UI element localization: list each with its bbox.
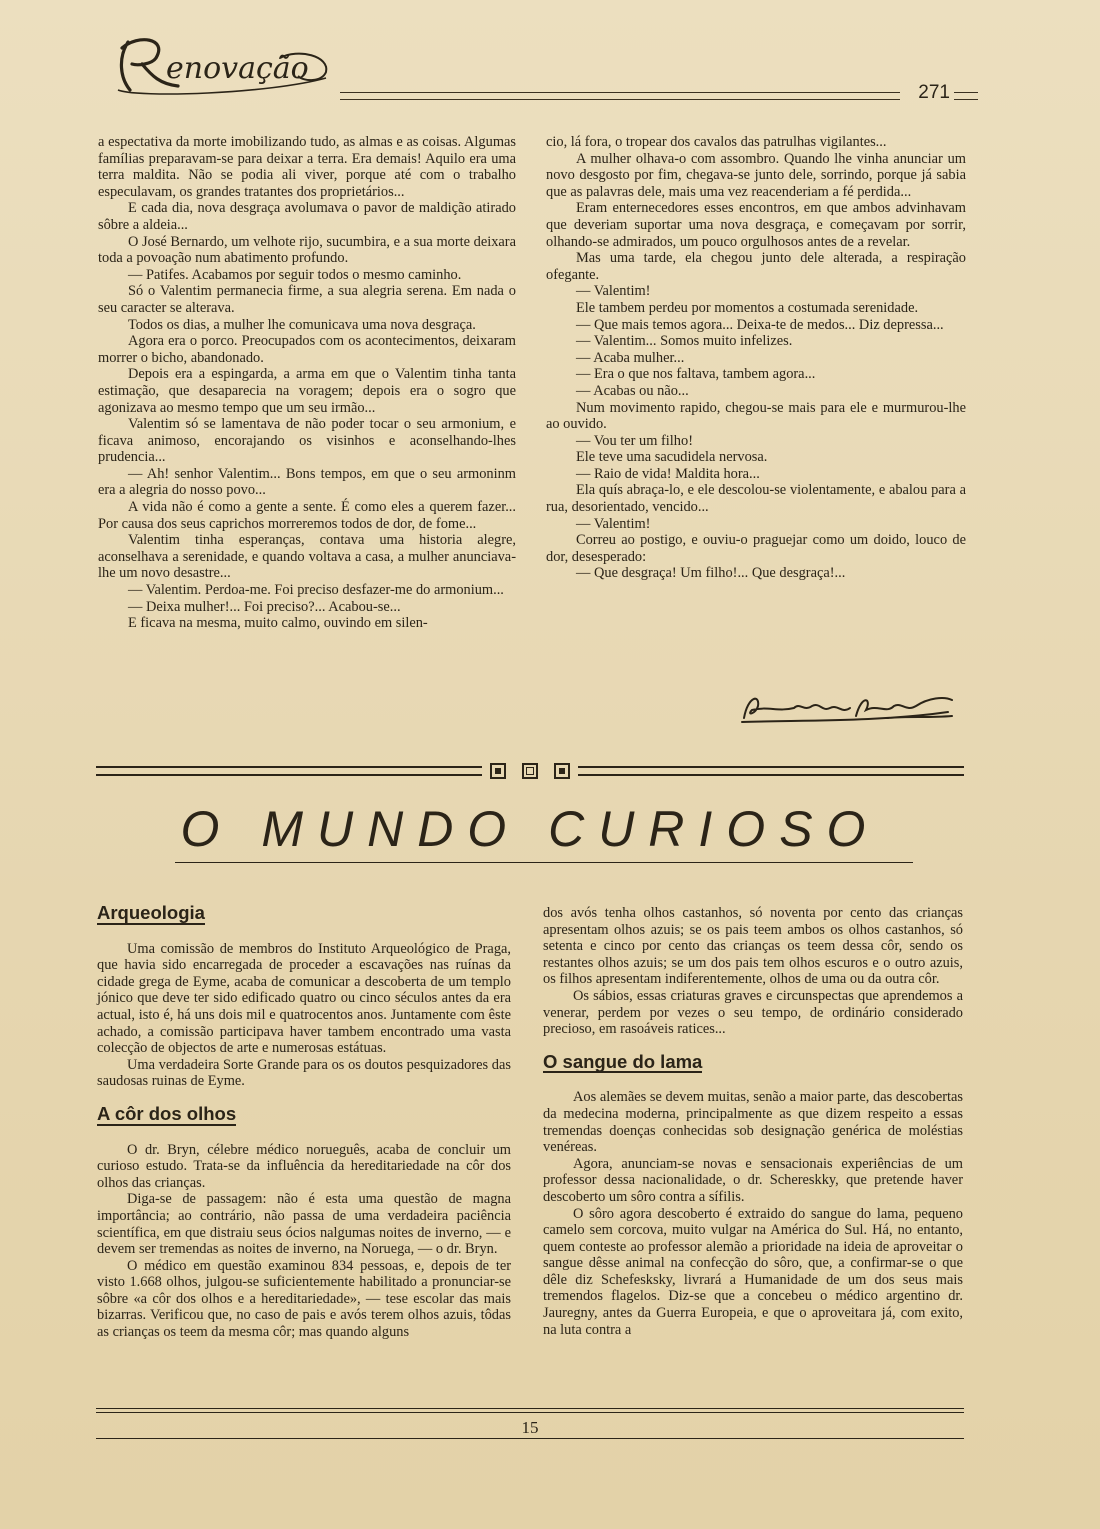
- paragraph: — Valentim... Somos muito infelizes.: [576, 333, 793, 350]
- article-heading: Arqueologia: [97, 902, 205, 923]
- paragraph: Todos os dias, a mulher lhe comunicava uma nova desgraça.: [128, 316, 476, 333]
- paragraph: Mas uma tarde, ela chegou junto dele alterada, a respiração ofegante.: [546, 250, 966, 283]
- paragraph: Ele teve uma sacudidela nervosa.: [576, 449, 768, 466]
- paragraph: Uma comissão de membros do Instituto Arqueológico de Praga, que havia sido encarregada de proceder a escavações nas ruínas da cidade grega de Eyme, acaba de comunicar a descoberta de um templo jónico que deve ter sido edificado quatro ou cinco séculos antes da era actual, isto é, há uns dois mil e quatrocentos anos. Juntamente com êste achado, a comissão participava haver tambem encontrado uma vasta colecção de objectos de arte e numerosas estátuas.: [97, 940, 511, 1057]
- paragraph: O dr. Bryn, célebre médico norueguês, acaba de concluir um curioso estudo. Trata-se da influência da hereditariedade na côr dos olhos das crianças.: [97, 1141, 511, 1191]
- paragraph: — Valentim. Perdoa-me. Foi preciso desfazer-me do armonium...: [128, 582, 504, 599]
- paragraph: E cada dia, nova desgraça avolumava o pavor de maldição atirado sôbre a aldeia...: [98, 200, 516, 233]
- paragraph: Valentim só se lamentava de não poder tocar o seu armonium, e ficava animoso, encorajando os visinhos e aconselhando-lhes prudencia...: [98, 416, 516, 466]
- masthead: [108, 28, 978, 103]
- folio-number: 15: [521, 1418, 539, 1437]
- paragraph: Num movimento rapido, chegou-se mais para ele e murmurou-lhe ao ouvido.: [546, 399, 966, 433]
- section-title: O MUNDO CURIOSO: [180, 801, 880, 857]
- paragraph: O sôro agora descoberto é extraido do sangue do lama, pequeno camelo sem corcova, muito vulgar na América do Sul. Há, no entanto, quem conteste ao professor alemão a prioridade na ideia de aproveitar o sangue dêsse animal na confecção do sôro, que, a confirmar-se o que dêle diz Schefesksky, livrará a Humanidade de um dos seus mais tremendos flagelos. Diz-se que a concebeu o médico argentino dr. Jauregny, antes da Guerra Europeia, e que o aproveitara já, com exito, na luta contra a: [543, 1205, 963, 1338]
- paragraph: Depois era a espingarda, a arma em que o Valentim tinha tanta estimação, que desaparecia na voragem; depois era o sogro que agonizava ao mesmo tempo que um seu irmão...: [98, 366, 516, 416]
- paragraph: cio, lá fora, o tropear dos cavalos das patrulhas vigilantes...: [546, 134, 887, 150]
- paragraph: — Valentim!: [576, 515, 651, 532]
- header-rule-tail: [954, 92, 978, 100]
- story-column-right: [546, 134, 966, 582]
- paragraph: — Que desgraça! Um filho!... Que desgraça!...: [576, 565, 846, 582]
- curiosities-column-right: [543, 905, 963, 1338]
- paragraph: — Acabas ou não...: [576, 382, 689, 399]
- paragraph: Ela quís abraça-lo, e ele descolou-se violentamente, e abalou para a rua, desorientado, vencido...: [546, 482, 966, 516]
- paragraph: dos avós tenha olhos castanhos, só noventa por cento das crianças apresentam olhos azuis; se os pais teem ambos os olhos castanhos, só setenta e cinco por cento das crianças os teem dessa côr, sendo os restantes olhos azuis; se um dos pais tem olhos escuros e o outro azuis, os filhos apresentam indiferentemente, olhos de uma ou da outra côr.: [543, 905, 963, 988]
- paragraph: — Acaba mulher...: [576, 349, 685, 366]
- paragraph: Uma verdadeira Sorte Grande para os os doutos pesquizadores das saudosas ruinas de Eyme.: [97, 1056, 511, 1090]
- paragraph: Agora, anunciam-se novas e sensacionais experiências de um professor dessa nacionalidade, o dr. Schereskky, que pretende haver descoberto um sôro contra a sífilis.: [543, 1155, 963, 1205]
- footer-rule: [96, 1412, 964, 1413]
- article-heading: A côr dos olhos: [97, 1102, 237, 1124]
- paragraph: Agora era o porco. Preocupados com os acontecimentos, deixaram morrer o bicho, abandonado.: [98, 333, 516, 366]
- header-rule: [340, 92, 900, 100]
- paragraph: — Raio de vida! Maldita hora...: [576, 465, 760, 482]
- footer-rule: [96, 1408, 964, 1409]
- paragraph: — Que mais temos agora... Deixa-te de medos... Diz depressa...: [576, 316, 944, 333]
- ornament-square-icon: [490, 763, 506, 779]
- divider-rule-left: [96, 766, 482, 776]
- paragraph: O José Bernardo, um velhote rijo, sucumbira, e a sua morte deixara toda a povoação num abatimento profundo.: [98, 233, 516, 267]
- paragraph: Diga-se de passagem: não é esta uma questão de magna importância; ao contrário, não passa de uma verdadeira paciência scientífica, em que distraiu seus ócios nalgumas noites de inverno, — e devem ser tremendas as noites de inverno, na Noruega, — o dr. Bryn.: [97, 1191, 511, 1258]
- svg-text:enovação: enovação: [166, 51, 309, 86]
- renovacao-logo: [108, 28, 338, 98]
- paragraph: A mulher olhava-o com assombro. Quando lhe vinha anunciar um novo desgosto por fim, chegava-se junto dele, sorrindo, porque já sabia que as palavras dele, mais uma vez reacenderiam a fé perdida...: [546, 150, 966, 200]
- paragraph: — Era o que nos faltava, tambem agora...: [576, 366, 816, 383]
- paragraph: — Ah! senhor Valentim... Bons tempos, em que o seu armoninm era a alegria do nosso povo...: [98, 465, 516, 499]
- paragraph: A vida não é como a gente a sente. É como eles a querem fazer... Por causa dos seus caprichos morreremos todos de dor, de fome...: [98, 499, 516, 532]
- paragraph: Os sábios, essas criaturas graves e circunspectas que aprendemos a venerar, perdem por vezes o seu tempo, de ordinário considerado precioso, em rasoáveis ratices...: [543, 987, 963, 1038]
- paragraph: — Patifes. Acabamos por seguir todos o mesmo caminho.: [128, 266, 462, 283]
- ornament-square-icon: [522, 763, 538, 779]
- paragraph: Valentim tinha esperanças, contava uma historia alegre, aconselhava a serenidade, e quando voltava a casa, a mulher anunciava-lhe um novo desastre...: [98, 532, 516, 582]
- paragraph: Ele tambem perdeu por momentos a costumada serenidade.: [576, 299, 919, 316]
- ornament-square-icon: [554, 763, 570, 779]
- curiosities-column-left: [97, 902, 511, 1341]
- title-rule: [175, 862, 913, 863]
- paragraph: a espectativa da morte imobilizando tudo, as almas e as coisas. Algumas famílias preparavam-se para deixar a terra. Era demais! Aquilo era uma terra maldita. Não se podia ali viver, porque até com o trabalho especulavam, os grandes tratantes dos proprietários...: [98, 134, 516, 200]
- paragraph: Correu ao postigo, e ouviu-o praguejar como um doido, louco de dor, desesperado:: [546, 532, 966, 565]
- paragraph: E ficava na mesma, muito calmo, ouvindo em silen-: [128, 615, 428, 632]
- story-column-left: [98, 134, 516, 632]
- paragraph: Eram enternecedores esses encontros, em que ambos advinhavam que deveriam suportar uma nova desgraça, e começavam por sorrir, olhando-se admirados, um pouco orgulhosos antes de a revelar.: [546, 200, 966, 250]
- section-divider: [96, 763, 964, 779]
- page-number: 271: [918, 82, 950, 103]
- divider-rule-right: [578, 766, 964, 776]
- paragraph: O médico em questão examinou 834 pessoas, e, depois de ter visto 1.668 olhos, julgou-se suficientemente habilitado a pronunciar-se sôbre «a côr dos olhos e a hereditariedade», — tese escolar das mais bizarras. Verificou que, no caso de pais e avós terem olhos azuis, tôdas as crianças os teem da mesma côr; mas quando alguns: [97, 1257, 511, 1341]
- article-heading: O sangue do lama: [543, 1050, 703, 1072]
- footer-rule: [96, 1438, 964, 1439]
- paragraph: Só o Valentim permanecia firme, a sua alegria serena. Em nada o seu caracter se alterava.: [98, 283, 516, 316]
- paragraph: Aos alemães se devem muitas, senão a maior parte, das descobertas da medecina moderna, principalmente as que dizem respeito a essas tremendas doenças conhecidas sob designação genérica de moléstias venéreas.: [543, 1089, 963, 1156]
- paragraph: — Valentim!: [576, 283, 651, 300]
- paragraph: — Vou ter um filho!: [576, 432, 693, 449]
- author-signature: [738, 688, 960, 728]
- paragraph: — Deixa mulher!... Foi preciso?... Acabou-se...: [128, 598, 401, 615]
